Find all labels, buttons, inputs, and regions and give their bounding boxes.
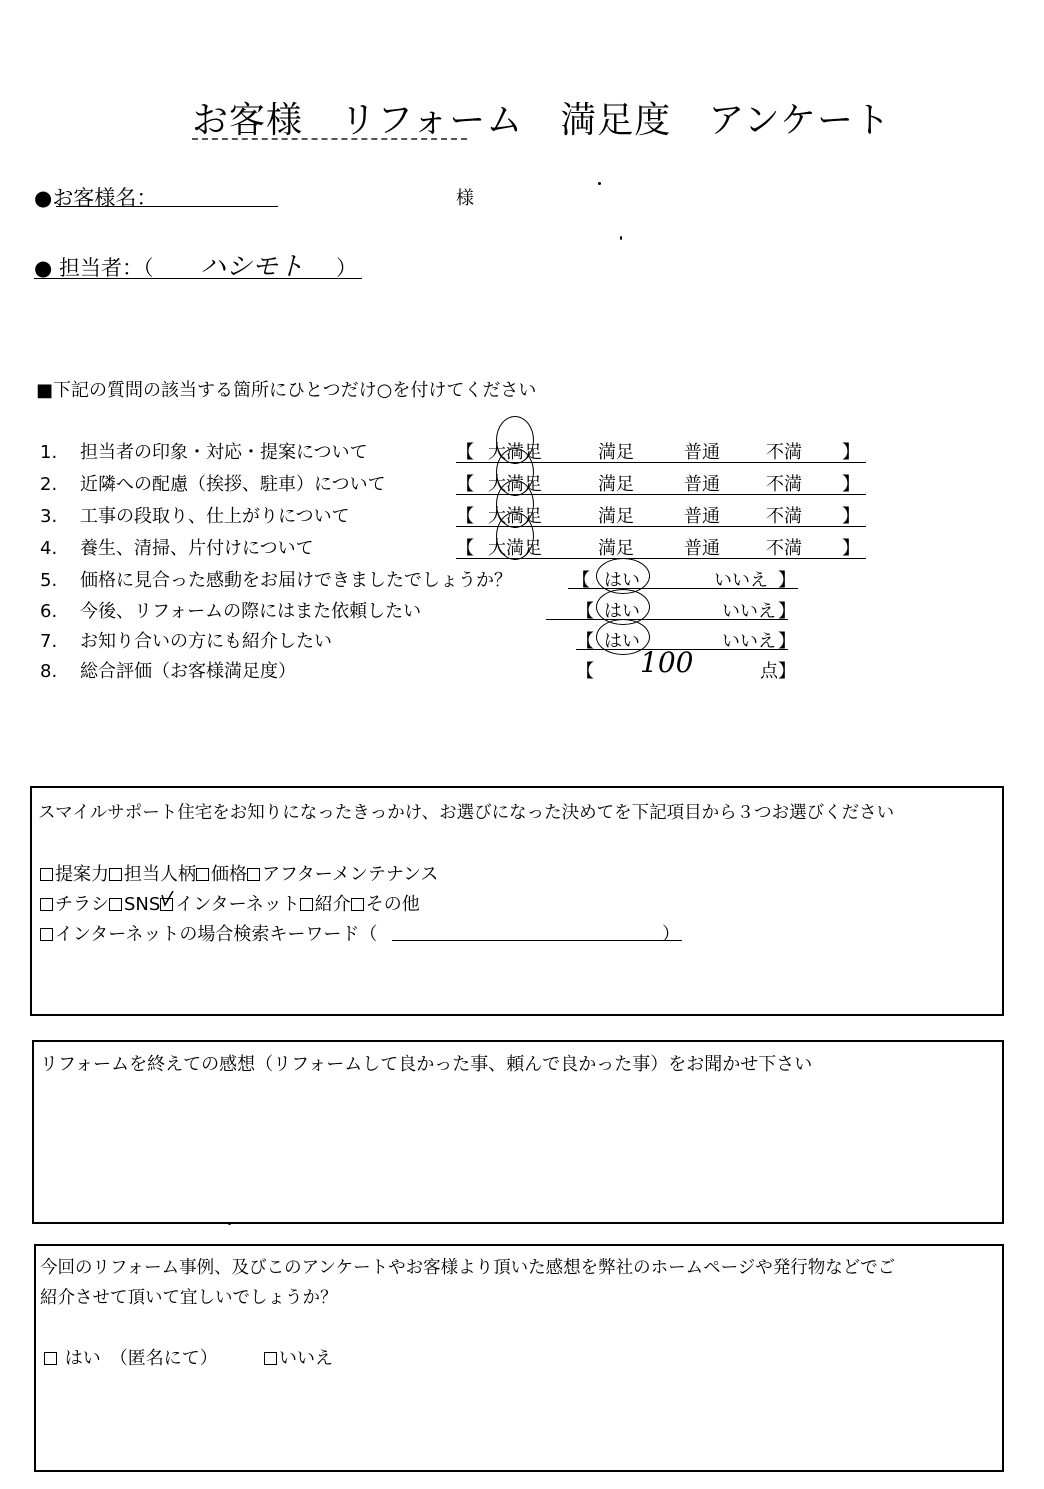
q8-unit: 点 xyxy=(760,661,778,682)
keyword-close-paren: ） xyxy=(662,924,680,945)
q8-score-handwritten: 100 xyxy=(640,646,694,679)
q3-option-4[interactable]: 不満 xyxy=(766,506,802,527)
q3-bracket-open: 【 xyxy=(456,506,474,527)
survey-title: お客様 リフォーム 満足度 アンケート xyxy=(192,100,892,141)
q5-bracket-open: 【 xyxy=(572,570,590,591)
publish-no-option[interactable]: いいえ xyxy=(264,1344,333,1370)
publish-question-line-2: 紹介させて頂いて宜しいでしょうか？ xyxy=(40,1288,338,1308)
q3-option-3[interactable]: 普通 xyxy=(684,506,720,527)
checkbox-other[interactable] xyxy=(351,898,364,911)
staff-line xyxy=(34,278,362,279)
q1-option-3[interactable]: 普通 xyxy=(684,442,720,463)
keyword-row: インターネットの場合検索キーワード（ xyxy=(40,920,377,946)
checkbox-proposal[interactable] xyxy=(40,868,53,881)
q2-option-3[interactable]: 普通 xyxy=(684,474,720,495)
checkbox-price[interactable] xyxy=(196,868,209,881)
q7-bracket-close: 】 xyxy=(778,631,796,652)
q6-underline xyxy=(546,619,788,620)
q5-bracket-close: 】 xyxy=(778,570,796,591)
q3-option-1[interactable]: 大満足 xyxy=(488,506,542,527)
q8-bracket-close: 】 xyxy=(778,661,796,682)
question-4: 4. 養生、清掃、片付けについて xyxy=(40,538,314,559)
staff-label: ● 担当者：（ xyxy=(34,256,154,280)
q2-option-2[interactable]: 満足 xyxy=(598,474,634,495)
q1-bracket-open: 【 xyxy=(456,442,474,463)
q8-bracket-open: 【 xyxy=(576,661,594,682)
instruction-text: ■下記の質問の該当する箇所にひとつだけ○を付けてください xyxy=(36,380,537,401)
question-3: 3. 工事の段取り、仕上がりについて xyxy=(40,506,350,527)
scan-speck xyxy=(598,182,601,185)
checkbox-internet-keyword[interactable] xyxy=(40,928,53,941)
question-7: 7. お知り合いの方にも紹介したい xyxy=(40,631,332,652)
checkbox-internet[interactable] xyxy=(160,898,173,911)
q6-option-no[interactable]: いいえ xyxy=(722,601,776,622)
q4-option-4[interactable]: 不満 xyxy=(766,538,802,559)
customer-name-line xyxy=(56,206,278,207)
how-found-row-1: 提案力 担当人柄 価格 アフターメンテナンス xyxy=(40,860,438,886)
q4-answer-circle xyxy=(496,512,534,560)
scan-speck xyxy=(228,1222,231,1225)
q4-bracket-close: 】 xyxy=(842,538,860,559)
q1-bracket-close: 】 xyxy=(842,442,860,463)
q2-option-1[interactable]: 大満足 xyxy=(488,474,542,495)
publish-question-line-1: 今回のリフォーム事例、及びこのアンケートやお客様より頂いた感想を弊社のホームページや発行物などでご xyxy=(40,1258,896,1278)
impressions-heading: リフォームを終えての感想（リフォームして良かった事、頼んで良かった事）をお聞かせ下さい xyxy=(40,1054,813,1075)
checkbox-sns[interactable] xyxy=(109,898,122,911)
staff-close-paren: ） xyxy=(336,256,357,280)
q3-bracket-close: 】 xyxy=(842,506,860,527)
question-2: 2. 近隣への配慮（挨拶、駐車）について xyxy=(40,474,386,495)
q3-option-2[interactable]: 満足 xyxy=(598,506,634,527)
check-mark-icon xyxy=(159,891,177,911)
how-found-row-2: チラシ SNS インターネット 紹介 その他 xyxy=(40,890,420,916)
q1-option-2[interactable]: 満足 xyxy=(598,442,634,463)
q4-option-3[interactable]: 普通 xyxy=(684,538,720,559)
q6-bracket-open: 【 xyxy=(576,601,594,622)
checkbox-staff-personality[interactable] xyxy=(109,868,122,881)
q7-option-yes[interactable]: はい xyxy=(604,631,640,652)
title-underline xyxy=(192,138,467,140)
checkbox-flyer[interactable] xyxy=(40,898,53,911)
checkbox-after-maintenance[interactable] xyxy=(247,868,260,881)
q2-bracket-close: 】 xyxy=(842,474,860,495)
question-6: 6. 今後、リフォームの際にはまた依頼したい xyxy=(40,601,422,622)
keyword-input-line[interactable] xyxy=(392,940,682,941)
q4-option-2[interactable]: 満足 xyxy=(598,538,634,559)
customer-name-label: ●お客様名： xyxy=(34,186,158,210)
q5-option-no[interactable]: いいえ xyxy=(714,570,768,591)
how-found-heading: スマイルサポート住宅をお知りになったきっかけ、お選びになった決めてを下記項目から３つお選びください xyxy=(38,803,895,823)
checkbox-referral[interactable] xyxy=(300,898,313,911)
q1-option-1[interactable]: 大満足 xyxy=(488,442,542,463)
checkbox-publish-yes[interactable] xyxy=(44,1352,57,1365)
question-8: 8. 総合評価（お客様満足度） xyxy=(40,661,296,682)
question-5: 5. 価格に見合った感動をお届けできましたでしょうか？ xyxy=(40,570,512,591)
customer-honorific: 様 xyxy=(456,188,474,209)
q2-option-4[interactable]: 不満 xyxy=(766,474,802,495)
checkbox-publish-no[interactable] xyxy=(264,1352,277,1365)
q7-option-no[interactable]: いいえ xyxy=(722,631,776,652)
staff-name-handwritten: ハシモト xyxy=(200,252,305,282)
question-1: 1. 担当者の印象・対応・提案について xyxy=(40,442,368,463)
q1-option-4[interactable]: 不満 xyxy=(766,442,802,463)
q6-option-yes[interactable]: はい xyxy=(604,601,640,622)
scan-speck xyxy=(620,236,622,240)
q7-bracket-open: 【 xyxy=(576,631,594,652)
q5-option-yes[interactable]: はい xyxy=(604,570,640,591)
publish-yes-option[interactable]: はい （匿名にて） xyxy=(44,1344,218,1370)
q6-bracket-close: 】 xyxy=(778,601,796,622)
q2-bracket-open: 【 xyxy=(456,474,474,495)
q4-bracket-open: 【 xyxy=(456,538,474,559)
q4-option-1[interactable]: 大満足 xyxy=(488,538,542,559)
